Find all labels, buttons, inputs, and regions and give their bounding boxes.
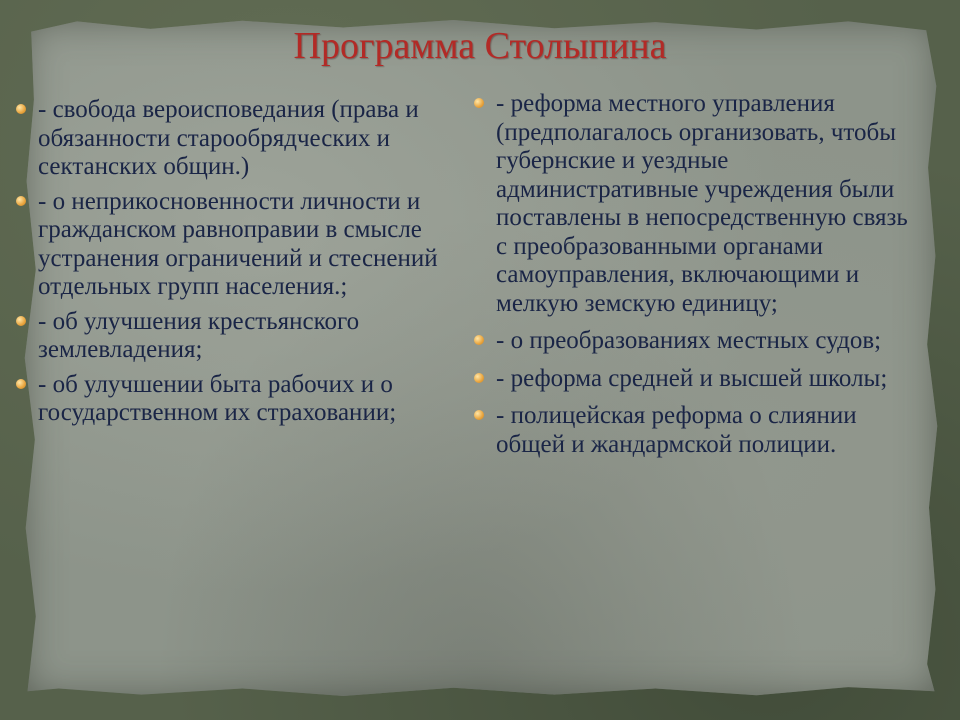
list-item-text: - свобода вероисповедания (права и обязанности старообрядческих и сектанских общин.) <box>38 96 419 180</box>
slide-title: Программа Столыпина <box>293 25 667 67</box>
bullet-icon <box>474 98 484 108</box>
list-item-text: - о преобразованиях местных судов; <box>496 327 882 354</box>
bullet-icon <box>474 335 484 345</box>
list-item-text: - об улучшения крестьянского землевладения; <box>38 307 360 363</box>
list-item <box>472 402 912 459</box>
bullet-icon <box>16 196 26 206</box>
list-item-text: - реформа местного управления (предполагалось организовать, чтобы губернские и уездные административные учреждения были поставлены в непосредственную связь с преобразованными органами самоуправления, включающими и мелкую земскую единицу; <box>496 90 908 317</box>
list-item <box>472 327 912 356</box>
right-column-list <box>472 90 912 468</box>
bullet-icon <box>16 379 26 389</box>
list-item <box>472 90 912 318</box>
bullet-icon <box>474 373 484 383</box>
list-item <box>14 96 464 182</box>
left-column-list <box>14 96 464 434</box>
bullet-icon <box>16 316 26 326</box>
list-item <box>14 371 464 428</box>
list-item-text: - полицейская реформа о слиянии общей и жандармской полиции. <box>496 402 857 458</box>
bullet-icon <box>474 410 484 420</box>
list-item-text: - о неприкосновенности личности и гражданском равноправии в смысле устранения ограничений и стеснений отдельных групп населения.; <box>38 187 438 300</box>
list-item-text: - об улучшении быта рабочих и о государственном их страховании; <box>38 370 397 426</box>
list-item <box>14 308 464 365</box>
list-item-text: - реформа средней и высшей школы; <box>496 364 888 392</box>
bullet-icon <box>16 104 26 114</box>
list-item <box>472 365 912 394</box>
list-item <box>14 188 464 302</box>
